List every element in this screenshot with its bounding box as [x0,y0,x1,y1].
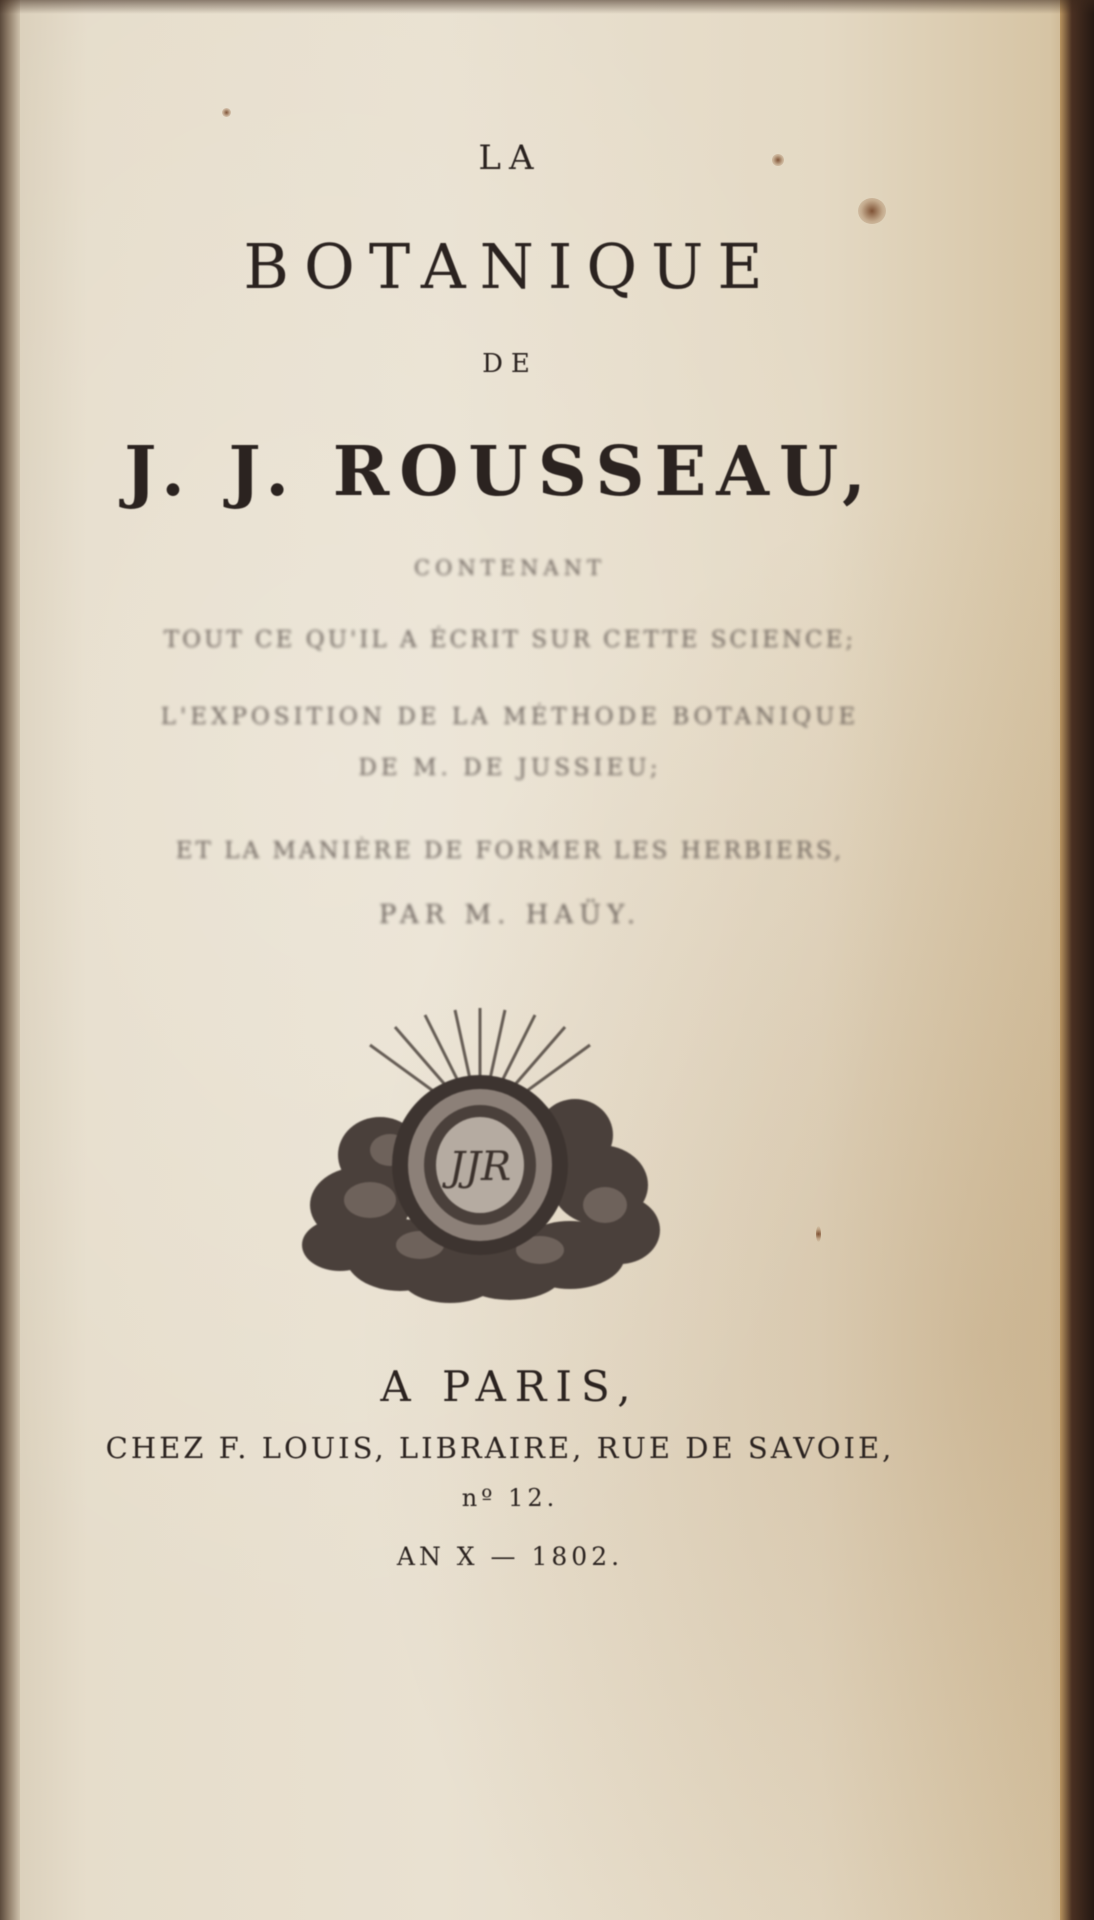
title-article: LA [478,138,542,178]
imprint-publisher: CHEZ F. LOUIS, LIBRAIRE, RUE DE SAVOIE, [105,1431,895,1465]
foxing-spot [222,108,231,117]
imprint-number: nº 12. [461,1484,559,1512]
subtitle-exposition-1: L'EXPOSITION DE LA MÉTHODE BOTANIQUE [160,704,860,730]
foxing-spot [858,198,886,224]
subtitle-par: PAR M. HAÜY. [378,900,642,930]
foxing-spot [816,1226,821,1242]
imprint-date: AN X — 1802. [396,1542,624,1571]
page-edge [1060,0,1094,1920]
subtitle-contenant: CONTENANT [414,556,606,580]
author-name: J. J. ROUSSEAU, [124,432,876,512]
subtitle-exposition-2: DE M. DE JUSSIEU; [358,755,662,781]
imprint-city: A PARIS, [380,1362,640,1411]
title-preposition: DE [482,349,538,379]
subtitle-maniere: ET LA MANIÈRE DE FORMER LES HERBIERS, [175,838,845,864]
title-main: BOTANIQUE [243,230,777,303]
printer-vignette [300,1005,660,1305]
subtitle-tout: TOUT CE QU'IL A ÉCRIT SUR CETTE SCIENCE; [163,627,857,653]
monogram-text: JJR [448,1144,512,1190]
top-shadow [0,0,1094,14]
book-binding [0,0,20,1920]
